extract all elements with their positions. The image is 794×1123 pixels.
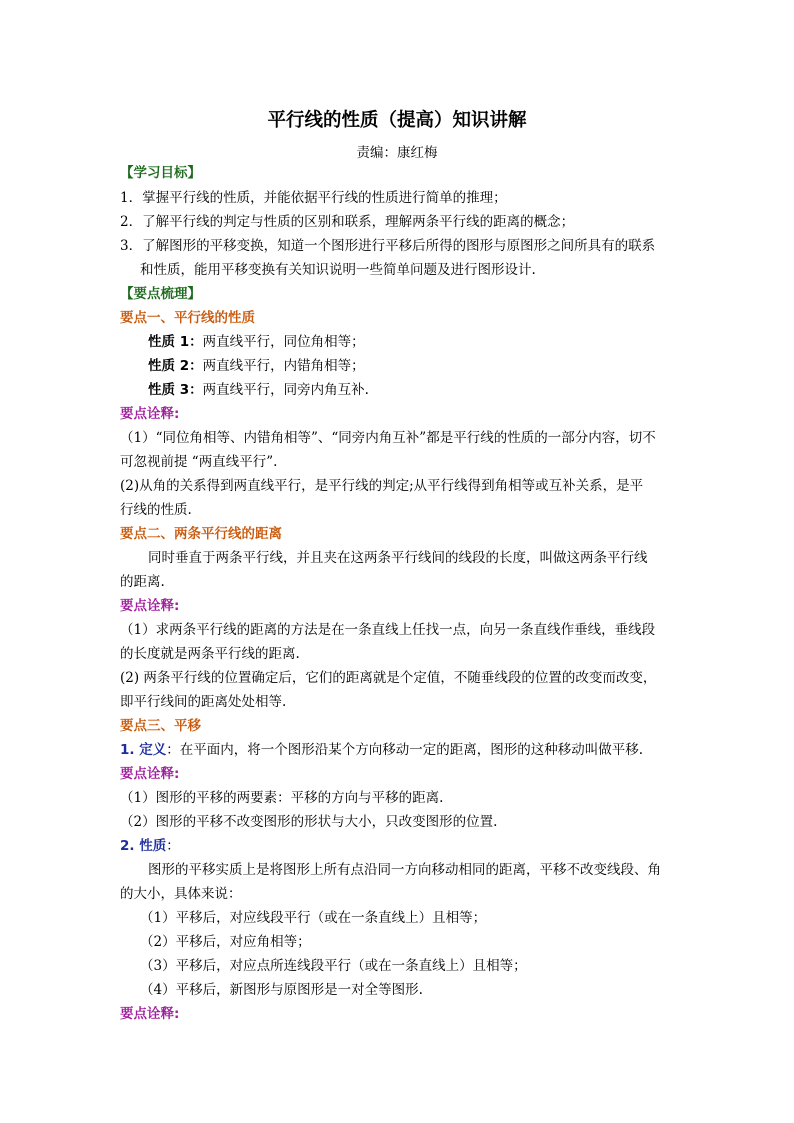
property-line <box>148 381 369 399</box>
property-heading: 2. 性质 <box>120 838 167 854</box>
note-line: 的长度就是两条平行线的距离. <box>120 646 300 662</box>
body-line: 图形的平移实质上是将图形上所有点沿同一方向移动相同的距离，平移不改变线段、角 <box>148 862 661 878</box>
goals-heading: 【学习目标】 <box>120 165 201 181</box>
property-line <box>148 357 365 375</box>
note-line: 行线的性质. <box>120 502 192 518</box>
note-line: 即平行线间的距离处处相等. <box>120 694 287 710</box>
property-text: 两直线平行，内错角相等； <box>202 358 365 374</box>
property-label: 性质 3： <box>148 382 203 398</box>
goal-item-continued: 和性质，能用平移变换有关知识说明一些简单问题及进行图形设计. <box>140 262 536 278</box>
point2-heading: 要点二、两条平行线的距离 <box>120 526 282 542</box>
property-label: 性质 1： <box>148 334 203 350</box>
property-line <box>148 333 365 351</box>
list-item: （2）平移后，对应角相等； <box>140 934 311 950</box>
note-line: (2) 两条平行线的位置确定后，它们的距离就是个定值，不随垂线段的位置的改变而改变， <box>120 670 657 686</box>
property-heading-line <box>120 837 180 855</box>
property-text: 两直线平行，同位角相等； <box>202 334 365 350</box>
point3-heading: 要点三、平移 <box>120 718 201 734</box>
note-line: （1）“同位角相等、内错角相等”、“同旁内角互补”都是平行线的性质的一部分内容，切不 <box>120 430 656 446</box>
note-line: （1）图形的平移的两要素：平移的方向与平移的距离. <box>120 790 444 806</box>
list-item: （3）平移后，对应点所连线段平行（或在一条直线上）且相等； <box>140 958 527 974</box>
goal-item: 3．了解图形的平移变换，知道一个图形进行平移后所得的图形与原图形之间所具有的联系 <box>120 238 656 254</box>
point1-heading: 要点一、平行线的性质 <box>120 310 255 326</box>
editor-credit: 责编：康红梅 <box>356 145 438 161</box>
definition-line <box>120 741 643 759</box>
note-line: （1）求两条平行线的距离的方法是在一条直线上任找一点，向另一条直线作垂线，垂线段 <box>120 622 656 638</box>
note-line: （2）图形的平移不改变图形的形状与大小，只改变图形的位置. <box>120 814 498 830</box>
note-heading: 要点诠释: <box>120 598 180 614</box>
definition-text: ：在平面内，将一个图形沿某个方向移动一定的距离，图形的这种移动叫做平移. <box>166 742 644 758</box>
definition-label: 1. 定义 <box>120 742 167 758</box>
outline-heading: 【要点梳理】 <box>120 286 201 302</box>
goal-item: 2．了解平行线的判定与性质的区别和联系，理解两条平行线的距离的概念； <box>120 214 575 230</box>
note-heading: 要点诠释: <box>120 766 180 782</box>
list-item: （1）平移后，对应线段平行（或在一条直线上）且相等； <box>140 910 487 926</box>
note-line: (2)从角的关系得到两直线平行，是平行线的判定;从平行线得到角相等或互补关系，是平 <box>120 478 644 494</box>
list-item: （4）平移后，新图形与原图形是一对全等图形. <box>140 982 423 998</box>
property-label: 性质 2： <box>148 358 203 374</box>
body-line: 的大小，具体来说： <box>120 886 242 902</box>
property-text: 两直线平行，同旁内角互补. <box>202 382 369 398</box>
body-line: 的距离. <box>120 574 165 590</box>
body-line: 同时垂直于两条平行线，并且夹在这两条平行线间的线段的长度，叫做这两条平行线 <box>148 550 648 566</box>
note-heading: 要点诠释: <box>120 1006 180 1022</box>
property-colon: ： <box>166 838 180 854</box>
note-line: 可忽视前提 “两直线平行”. <box>120 454 278 470</box>
note-heading: 要点诠释: <box>120 406 180 422</box>
goal-item: 1．掌握平行线的性质，并能依据平行线的性质进行简单的推理； <box>120 190 507 206</box>
page-title: 平行线的性质（提高）知识讲解 <box>267 110 527 131</box>
